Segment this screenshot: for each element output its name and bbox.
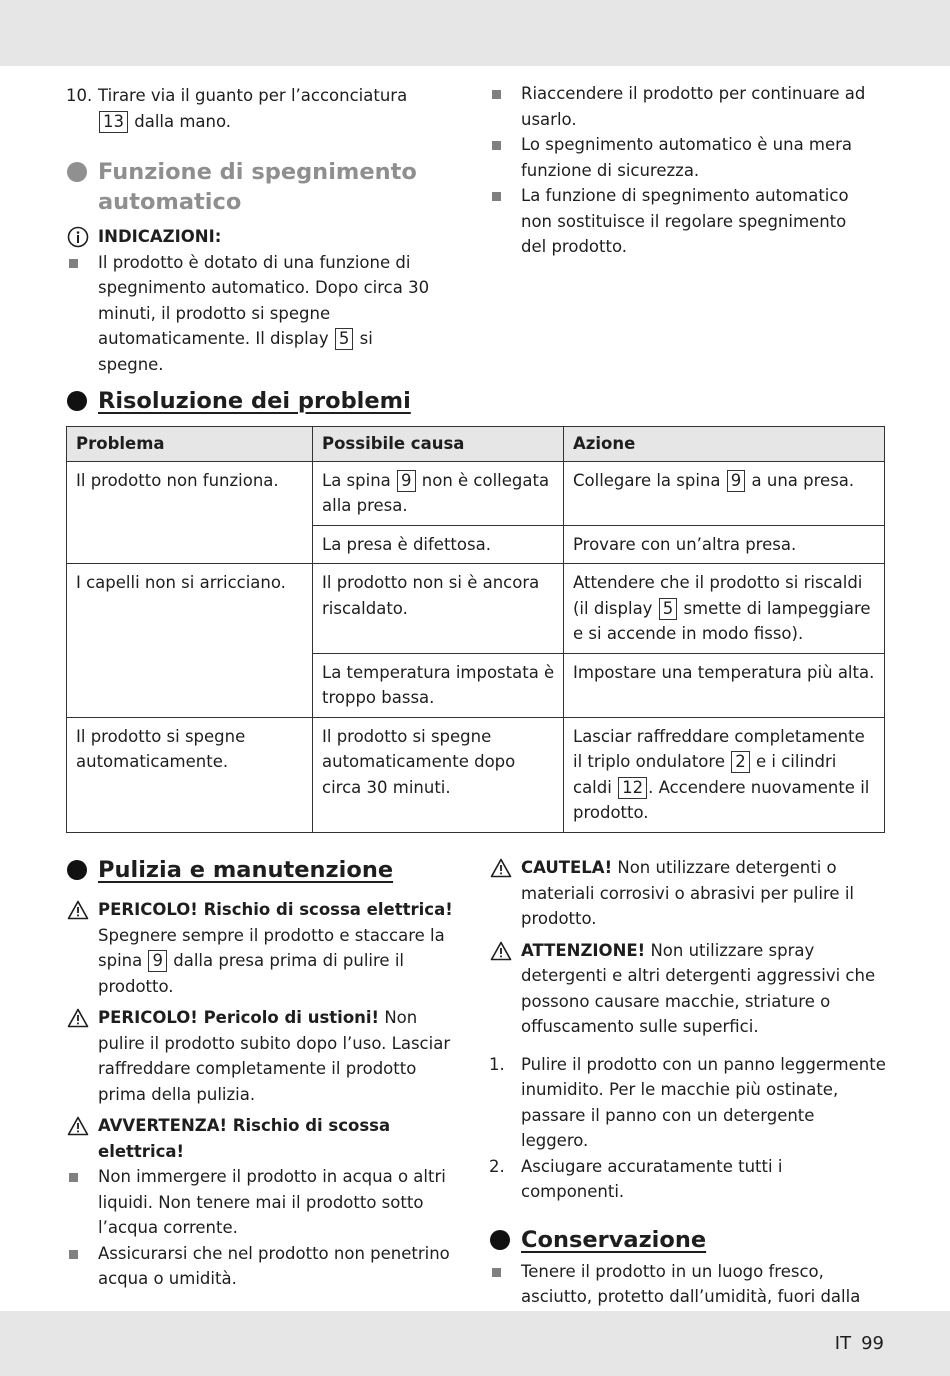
header-action: Azione — [564, 427, 885, 462]
action-cell — [564, 564, 885, 654]
cell-text: La spina — [322, 470, 391, 490]
troubleshooting-heading — [98, 386, 411, 416]
table-row — [67, 461, 885, 525]
bullet-item — [98, 1164, 468, 1241]
square-bullet-icon — [492, 1268, 501, 1277]
cell-text: Lasciar raffreddare completamente il triplo ondulatore — [573, 726, 865, 771]
part-ref: 9 — [397, 470, 416, 492]
step-number: 2. — [489, 1156, 505, 1176]
table-row — [67, 717, 885, 832]
cell-text: Attendere che il prodotto si riscaldi (il display — [573, 573, 863, 618]
caution-title: CAUTELA! — [521, 858, 613, 877]
warning-shock-2 — [98, 1113, 468, 1164]
bullet-item — [98, 1241, 468, 1292]
part-ref: 2 — [731, 751, 750, 773]
bullet-dot-icon — [67, 162, 87, 182]
part-ref: 5 — [335, 328, 354, 350]
heading-text: Risoluzione dei problemi — [98, 388, 411, 414]
warning-text-end: dalla presa prima di pulire il prodotto. — [98, 951, 405, 996]
warning-triangle-icon — [67, 1116, 89, 1136]
step-text: Pulire il prodotto con un panno leggermente inumidito. Per le macchie più ostinate, passare il panno con un detergente leggero. — [521, 1054, 886, 1150]
action-cell — [564, 461, 885, 525]
step-text: Tirare via il guanto per l’acconciatura — [98, 86, 408, 105]
cleaning-heading — [98, 855, 468, 885]
cell-text: a una presa. — [751, 470, 855, 490]
problem-cell: I capelli non si arricciano. — [67, 564, 313, 718]
cause-cell — [313, 461, 564, 525]
step-item — [489, 1052, 886, 1154]
cause-cell: La temperatura impostata è troppo bassa. — [313, 653, 564, 717]
step-number: 10. — [66, 86, 93, 105]
square-bullet-icon — [492, 192, 501, 201]
square-bullet-icon — [492, 141, 501, 150]
warning-triangle-icon — [490, 941, 512, 961]
language-code: IT — [834, 1333, 852, 1354]
part-ref: 9 — [148, 950, 167, 972]
table-row — [67, 564, 885, 654]
storage-heading — [521, 1225, 886, 1255]
step-text: Asciugare accuratamente tutti i componenti. — [521, 1156, 783, 1201]
info-icon — [67, 226, 89, 248]
square-bullet-icon — [492, 90, 501, 99]
warning-triangle-icon — [67, 1008, 89, 1028]
attention-note — [521, 938, 886, 1040]
cell-text: non è collegata alla presa. — [322, 470, 550, 515]
bullet-item — [521, 183, 866, 260]
part-ref: 13 — [99, 111, 128, 133]
right-top-column — [521, 81, 866, 260]
step-item — [489, 1154, 886, 1205]
warning-text: Spegnere sempre il prodotto e staccare la spina — [98, 925, 445, 970]
step-number: 1. — [489, 1054, 505, 1074]
warning-triangle-icon — [490, 858, 512, 878]
bullet-dot-icon — [67, 391, 87, 411]
attention-text: Non utilizzare spray detergenti e altri detergenti aggressivi che possono causare macchie, striature o offuscamento sulle superfici. — [521, 940, 876, 1036]
note-text: Il prodotto è dotato di una funzione di spegnimento automatico. Dopo circa 30 minuti, il prodotto si spegne automaticamente. Il display — [98, 252, 430, 348]
warning-triangle-icon — [67, 900, 89, 920]
warning-burn — [98, 1005, 468, 1107]
attention-title: ATTENZIONE! — [521, 940, 646, 960]
action-cell: Impostare una temperatura più alta. — [564, 653, 885, 717]
heading-text: Conservazione — [521, 1226, 707, 1253]
square-bullet-icon — [69, 1250, 78, 1259]
bullet-dot-icon — [490, 1230, 510, 1250]
warning-title: PERICOLO! Pericolo di ustioni! — [98, 1008, 380, 1027]
heading-text: Funzione di spegnimento automatico — [98, 159, 417, 215]
warning-title: PERICOLO! Rischio di scossa elettrica! — [98, 900, 453, 919]
square-bullet-icon — [69, 1173, 78, 1182]
bullet-text: La funzione di spegnimento automatico non sostituisce il regolare spegnimento del prodotto. — [521, 186, 849, 256]
bullet-text: Non immergere il prodotto in acqua o altri liquidi. Non tenere mai il prodotto sotto l’acqua corrente. — [98, 1167, 446, 1237]
bullet-text: Lo spegnimento automatico è una mera funzione di sicurezza. — [521, 135, 853, 180]
caution-note — [521, 855, 886, 932]
left-bottom-column — [98, 855, 468, 1292]
cause-cell: La presa è difettosa. — [313, 525, 564, 564]
caution-text: Non utilizzare detergenti o materiali corrosivi o abrasivi per pulire il prodotto. — [521, 858, 854, 928]
notes-heading — [98, 224, 443, 250]
bullet-item — [521, 81, 866, 132]
cause-cell: Il prodotto non si è ancora riscaldato. — [313, 564, 564, 654]
cell-text: e i cilindri caldi — [573, 752, 837, 797]
heading-text: Pulizia e manutenzione — [98, 857, 394, 883]
action-cell — [564, 717, 885, 832]
cell-text: . Accendere nuovamente il prodotto. — [573, 777, 870, 822]
step-10 — [66, 83, 443, 134]
table-header-row — [67, 427, 885, 462]
page-footer — [835, 1331, 884, 1357]
bullet-dot-icon — [67, 860, 87, 880]
note-text-end: si spegne. — [98, 329, 373, 374]
header-cause: Possibile causa — [313, 427, 564, 462]
bullet-text: Tenere il prodotto in un luogo fresco, asciutto, protetto dall’umidità, fuori dalla — [521, 1261, 861, 1306]
problem-cell: Il prodotto si spegne automaticamente. — [67, 717, 313, 832]
top-band — [0, 0, 950, 66]
bottom-band — [0, 1311, 950, 1376]
part-ref: 5 — [659, 598, 678, 620]
troubleshooting-table — [66, 426, 885, 833]
right-bottom-column — [489, 855, 886, 1335]
header-problem: Problema — [67, 427, 313, 462]
bullet-text: Assicurarsi che nel prodotto non penetrino acqua o umidità. — [98, 1243, 450, 1288]
step-text-end: dalla mano. — [134, 111, 232, 131]
part-ref: 12 — [618, 777, 647, 799]
notes-title: INDICAZIONI: — [98, 227, 222, 246]
note-item — [98, 250, 443, 378]
part-ref: 9 — [727, 470, 746, 492]
action-cell: Provare con un’altra presa. — [564, 525, 885, 564]
bullet-text: Riaccendere il prodotto per continuare ad usarlo. — [521, 84, 866, 129]
warning-shock — [98, 897, 468, 999]
left-top-column — [66, 83, 443, 377]
warning-text: Non pulire il prodotto subito dopo l’uso. Lasciar raffreddare completamente il prodotto prima della pulizia. — [98, 1008, 451, 1104]
cell-text: Collegare la spina — [573, 470, 721, 490]
cause-cell: Il prodotto si spegne automaticamente dopo circa 30 minuti. — [313, 717, 564, 832]
problem-cell: Il prodotto non funziona. — [67, 461, 313, 564]
cell-text: smette di lampeggiare e si accende in modo fisso). — [573, 598, 871, 643]
auto-off-heading — [98, 157, 443, 217]
square-bullet-icon — [69, 259, 78, 268]
page-number: 99 — [861, 1333, 884, 1354]
bullet-item — [521, 132, 866, 183]
warning-title: AVVERTENZA! Rischio di scossa elettrica! — [98, 1116, 391, 1161]
